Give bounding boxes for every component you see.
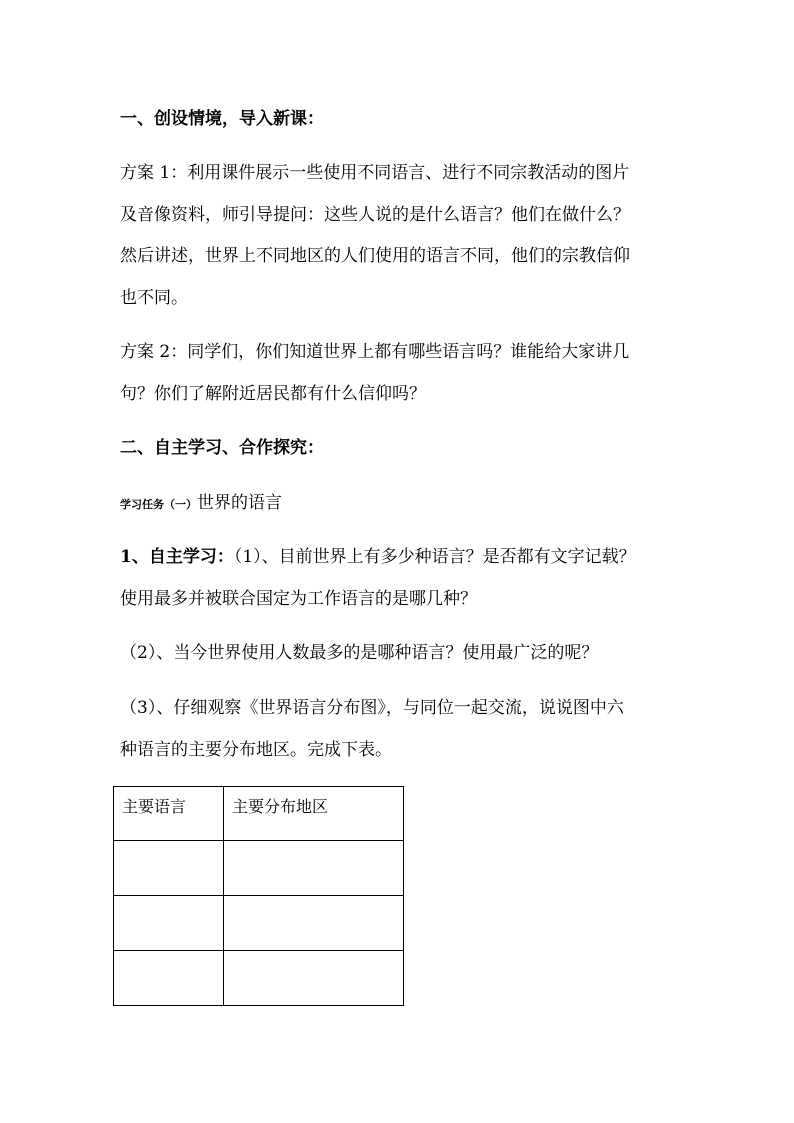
table-row [114,896,404,951]
question-1-line-2: 使用最多并被联合国定为工作语言的是哪几种？ [120,589,477,609]
learning-task-title [120,493,282,515]
plan1-line-3: 然后讲述，世界上不同地区的人们使用的语言不同，他们的宗教信仰 [120,246,630,266]
table-cell[interactable] [224,841,404,896]
section1-heading: 一、创设情境，导入新课： [120,109,324,129]
plan1-line-2: 及音像资料，师引导提问：这些人说的是什么语言？他们在做什么？ [120,205,630,225]
table-row [114,841,404,896]
task-name: 世界的语言 [197,493,282,513]
language-distribution-table [113,786,404,1006]
question-2: （2）、当今世界使用人数最多的是哪种语言？使用最广泛的呢？ [120,643,599,663]
table-header-cell: 主要分布地区 [224,787,404,841]
question-3-line-1: （3）、仔细观察《世界语言分布图》，与同位一起交流，说说图中六 [120,698,624,718]
plan2-line-2: 句？你们了解附近居民都有什么信仰吗？ [120,384,426,404]
table-header-row [114,787,404,841]
task-prefix: 学习任务（一） [120,498,197,511]
question-1-line-1 [120,547,636,567]
plan2-line-1: 方案 2：同学们，你们知道世界上都有哪些语言吗？谁能给大家讲几 [120,342,630,362]
table-cell[interactable] [114,896,224,951]
table-cell[interactable] [224,951,404,1006]
question-1-text: （1）、目前世界上有多少种语言？是否都有文字记载？ [233,547,636,567]
table-header-cell: 主要语言 [114,787,224,841]
plan1-line-1: 方案 1：利用课件展示一些使用不同语言、进行不同宗教活动的图片 [120,163,630,183]
question-3-line-2: 种语言的主要分布地区。完成下表。 [120,740,392,760]
section2-heading: 二、自主学习、合作探究： [120,438,324,458]
table-cell[interactable] [224,896,404,951]
table-cell[interactable] [114,951,224,1006]
plan1-line-4: 也不同。 [120,288,188,308]
question-1-label: 1、自主学习： [120,547,234,567]
table-row [114,951,404,1006]
table-cell[interactable] [114,841,224,896]
